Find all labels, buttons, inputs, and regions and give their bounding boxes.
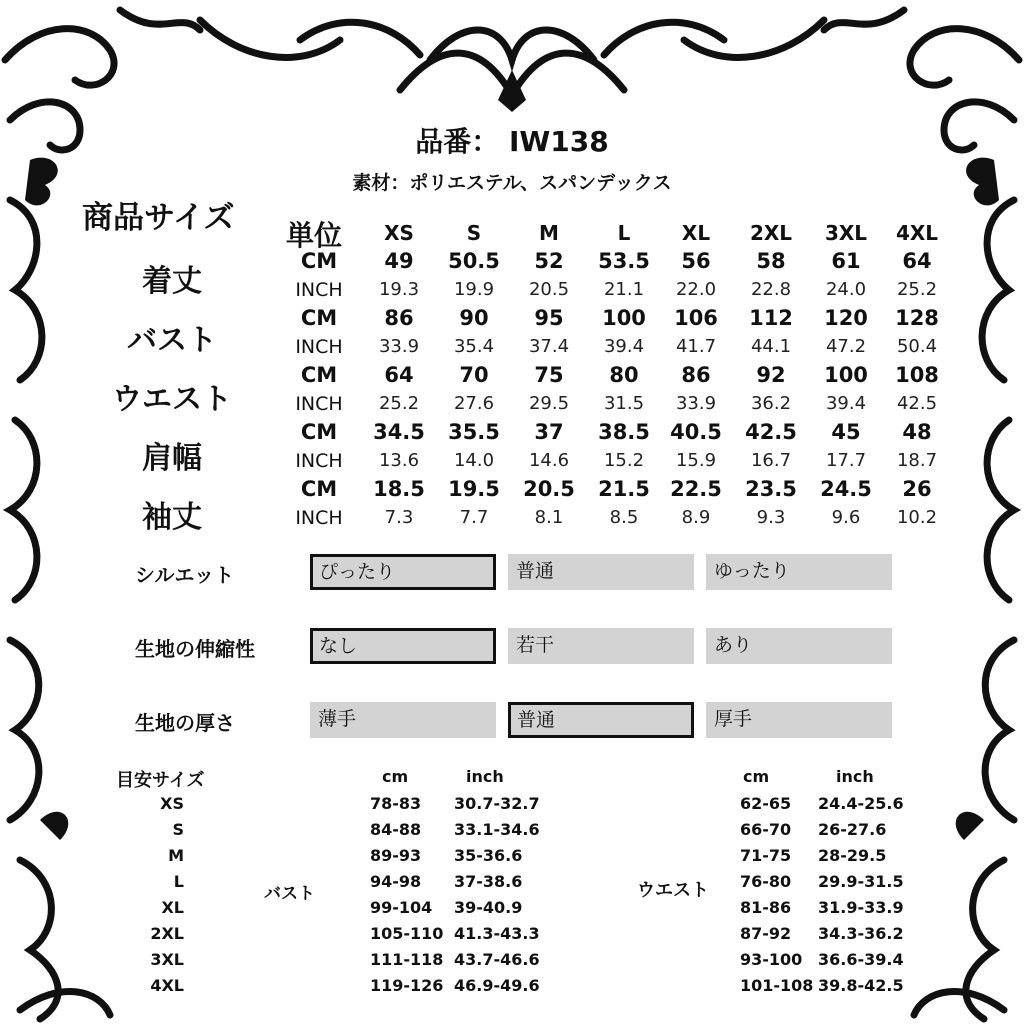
inch-value: 19.3 — [378, 279, 420, 300]
size-section-heading: 商品サイズ — [82, 200, 235, 236]
waist-cm-range: 62-65 — [740, 794, 792, 813]
waist-inch-range: 31.9-33.9 — [818, 898, 904, 917]
cm-value: 21.5 — [598, 477, 650, 501]
measurement-label: 袖丈 — [142, 500, 202, 535]
cm-value: 56 — [681, 249, 711, 273]
bust-cm-range: 94-98 — [370, 872, 422, 891]
inch-unit-label: INCH — [295, 393, 343, 415]
cm-value: 42.5 — [745, 420, 797, 444]
inch-value: 39.4 — [603, 336, 645, 357]
cm-value: 80 — [609, 363, 639, 387]
cm-value: 48 — [902, 420, 932, 444]
cm-value: 95 — [534, 306, 564, 330]
measurement-label: バスト — [127, 323, 217, 358]
inch-unit-label: INCH — [295, 279, 343, 301]
attribute-option-selected: ぴったり — [310, 554, 496, 590]
bust-cm-range: 111-118 — [370, 950, 444, 969]
cm-value: 120 — [824, 306, 868, 330]
inch-value: 24.0 — [825, 279, 867, 300]
waist-inch-range: 28-29.5 — [818, 846, 887, 865]
cm-value: 58 — [756, 249, 786, 273]
inch-value: 41.7 — [675, 336, 717, 357]
inch-value: 8.1 — [534, 507, 564, 528]
cm-value: 49 — [384, 249, 414, 273]
reference-size: XL — [161, 898, 184, 917]
reference-heading: 目安サイズ — [116, 770, 205, 791]
bust-cm-header: cm — [382, 767, 409, 786]
cm-value: 112 — [749, 306, 793, 330]
cm-value: 35.5 — [448, 420, 500, 444]
attribute-option-selected: 普通 — [508, 702, 694, 738]
measurement-label: 肩幅 — [142, 441, 202, 476]
waist-inch-range: 24.4-25.6 — [818, 794, 904, 813]
waist-inch-range: 36.6-39.4 — [818, 950, 904, 969]
product-number-label: 品番： — [415, 125, 500, 158]
cm-value: 100 — [602, 306, 646, 330]
bust-label: バスト — [264, 884, 315, 904]
waist-cm-range: 101-108 — [740, 976, 814, 995]
bust-inch-range: 43.7-46.6 — [454, 950, 540, 969]
bust-cm-range: 84-88 — [370, 820, 422, 839]
size-header-xs: XS — [384, 221, 414, 245]
cm-value: 18.5 — [373, 477, 425, 501]
cm-unit-label: CM — [300, 477, 338, 501]
bust-inch-header: inch — [466, 767, 504, 786]
inch-value: 15.9 — [675, 450, 717, 471]
size-header-m: M — [539, 221, 559, 245]
material-text: 素材：ポリエステル、スパンデックス — [352, 172, 672, 194]
cm-value: 26 — [902, 477, 932, 501]
bust-cm-range: 119-126 — [370, 976, 444, 995]
reference-size: 4XL — [150, 976, 184, 995]
inch-value: 39.4 — [825, 393, 867, 414]
cm-value: 34.5 — [373, 420, 425, 444]
reference-size: 3XL — [150, 950, 184, 969]
cm-value: 38.5 — [598, 420, 650, 444]
measurement-label: 着丈 — [142, 264, 202, 299]
attribute-option: 若干 — [508, 628, 694, 664]
attribute-label: 生地の厚さ — [135, 711, 235, 735]
cm-value: 24.5 — [820, 477, 872, 501]
attribute-option: あり — [706, 628, 892, 664]
reference-size: M — [168, 846, 184, 865]
bust-inch-range: 41.3-43.3 — [454, 924, 540, 943]
bust-cm-range: 78-83 — [370, 794, 422, 813]
inch-value: 14.6 — [528, 450, 570, 471]
waist-label: ウエスト — [637, 880, 709, 901]
measurement-label: ウエスト — [112, 382, 232, 417]
cm-value: 128 — [895, 306, 939, 330]
reference-size: S — [172, 820, 184, 839]
cm-value: 45 — [831, 420, 861, 444]
inch-value: 9.3 — [756, 507, 786, 528]
inch-value: 42.5 — [896, 393, 938, 414]
inch-value: 15.2 — [603, 450, 645, 471]
waist-cm-range: 71-75 — [740, 846, 792, 865]
cm-value: 75 — [534, 363, 564, 387]
inch-value: 10.2 — [896, 507, 938, 528]
inch-value: 33.9 — [378, 336, 420, 357]
inch-value: 13.6 — [378, 450, 420, 471]
size-header-l: L — [617, 221, 631, 245]
waist-cm-range: 81-86 — [740, 898, 792, 917]
cm-unit-label: CM — [300, 363, 338, 387]
cm-value: 64 — [902, 249, 932, 273]
attribute-option-selected: なし — [310, 628, 496, 664]
bust-inch-range: 33.1-34.6 — [454, 820, 540, 839]
inch-value: 29.5 — [528, 393, 570, 414]
attribute-option: 厚手 — [706, 702, 892, 738]
waist-inch-range: 26-27.6 — [818, 820, 887, 839]
cm-value: 64 — [384, 363, 414, 387]
waist-inch-range: 34.3-36.2 — [818, 924, 904, 943]
inch-value: 44.1 — [750, 336, 792, 357]
attribute-option: ゆったり — [706, 554, 892, 590]
size-header-3xl: 3XL — [824, 221, 868, 245]
cm-value: 92 — [756, 363, 786, 387]
cm-value: 86 — [384, 306, 414, 330]
cm-value: 61 — [831, 249, 861, 273]
inch-value: 25.2 — [378, 393, 420, 414]
inch-value: 14.0 — [453, 450, 495, 471]
inch-value: 35.4 — [453, 336, 495, 357]
inch-value: 33.9 — [675, 393, 717, 414]
cm-value: 20.5 — [523, 477, 575, 501]
inch-value: 25.2 — [896, 279, 938, 300]
inch-value: 21.1 — [603, 279, 645, 300]
cm-value: 106 — [674, 306, 718, 330]
inch-value: 31.5 — [603, 393, 645, 414]
inch-value: 17.7 — [825, 450, 867, 471]
attribute-option: 普通 — [508, 554, 694, 590]
bust-cm-range: 89-93 — [370, 846, 422, 865]
bust-inch-range: 35-36.6 — [454, 846, 523, 865]
bust-inch-range: 30.7-32.7 — [454, 794, 540, 813]
attribute-label: 生地の伸縮性 — [135, 637, 255, 661]
cm-value: 90 — [459, 306, 489, 330]
inch-value: 8.5 — [609, 507, 639, 528]
waist-inch-header: inch — [836, 767, 874, 786]
bust-inch-range: 39-40.9 — [454, 898, 523, 917]
cm-value: 37 — [534, 420, 564, 444]
product-number-line — [0, 120, 1024, 160]
cm-value: 50.5 — [448, 249, 500, 273]
product-number: IW138 — [509, 125, 609, 158]
inch-value: 36.2 — [750, 393, 792, 414]
reference-size: L — [173, 872, 184, 891]
cm-value: 19.5 — [448, 477, 500, 501]
inch-value: 7.3 — [384, 507, 414, 528]
inch-value: 50.4 — [896, 336, 938, 357]
inch-value: 8.9 — [681, 507, 711, 528]
cm-unit-label: CM — [300, 249, 338, 273]
cm-value: 52 — [534, 249, 564, 273]
waist-cm-range: 76-80 — [740, 872, 792, 891]
cm-value: 86 — [681, 363, 711, 387]
inch-unit-label: INCH — [295, 507, 343, 529]
waist-inch-range: 29.9-31.5 — [818, 872, 904, 891]
cm-unit-label: CM — [300, 420, 338, 444]
waist-cm-range: 87-92 — [740, 924, 792, 943]
attribute-label: シルエット — [135, 563, 235, 587]
inch-value: 22.8 — [750, 279, 792, 300]
cm-value: 23.5 — [745, 477, 797, 501]
inch-unit-label: INCH — [295, 336, 343, 358]
size-header-s: S — [466, 221, 482, 245]
inch-unit-label: INCH — [295, 450, 343, 472]
waist-cm-range: 93-100 — [740, 950, 803, 969]
attribute-option: 薄手 — [310, 702, 496, 738]
cm-value: 108 — [895, 363, 939, 387]
inch-value: 9.6 — [831, 507, 861, 528]
size-header-xl: XL — [681, 221, 711, 245]
bust-cm-range: 99-104 — [370, 898, 433, 917]
reference-size: XS — [160, 794, 184, 813]
cm-value: 53.5 — [598, 249, 650, 273]
reference-size: 2XL — [150, 924, 184, 943]
inch-value: 16.7 — [750, 450, 792, 471]
inch-value: 18.7 — [896, 450, 938, 471]
waist-cm-header: cm — [743, 767, 770, 786]
inch-value: 37.4 — [528, 336, 570, 357]
inch-value: 47.2 — [825, 336, 867, 357]
cm-value: 40.5 — [670, 420, 722, 444]
cm-value: 22.5 — [670, 477, 722, 501]
bust-inch-range: 46.9-49.6 — [454, 976, 540, 995]
waist-cm-range: 66-70 — [740, 820, 792, 839]
size-header-2xl: 2XL — [749, 221, 793, 245]
unit-header: 単位 — [286, 219, 343, 252]
inch-value: 27.6 — [453, 393, 495, 414]
bust-cm-range: 105-110 — [370, 924, 444, 943]
waist-inch-range: 39.8-42.5 — [818, 976, 904, 995]
inch-value: 7.7 — [459, 507, 489, 528]
inch-value: 20.5 — [528, 279, 570, 300]
cm-value: 100 — [824, 363, 868, 387]
cm-value: 70 — [459, 363, 489, 387]
size-header-4xl: 4XL — [895, 221, 939, 245]
inch-value: 22.0 — [675, 279, 717, 300]
bust-inch-range: 37-38.6 — [454, 872, 523, 891]
cm-unit-label: CM — [300, 306, 338, 330]
inch-value: 19.9 — [453, 279, 495, 300]
